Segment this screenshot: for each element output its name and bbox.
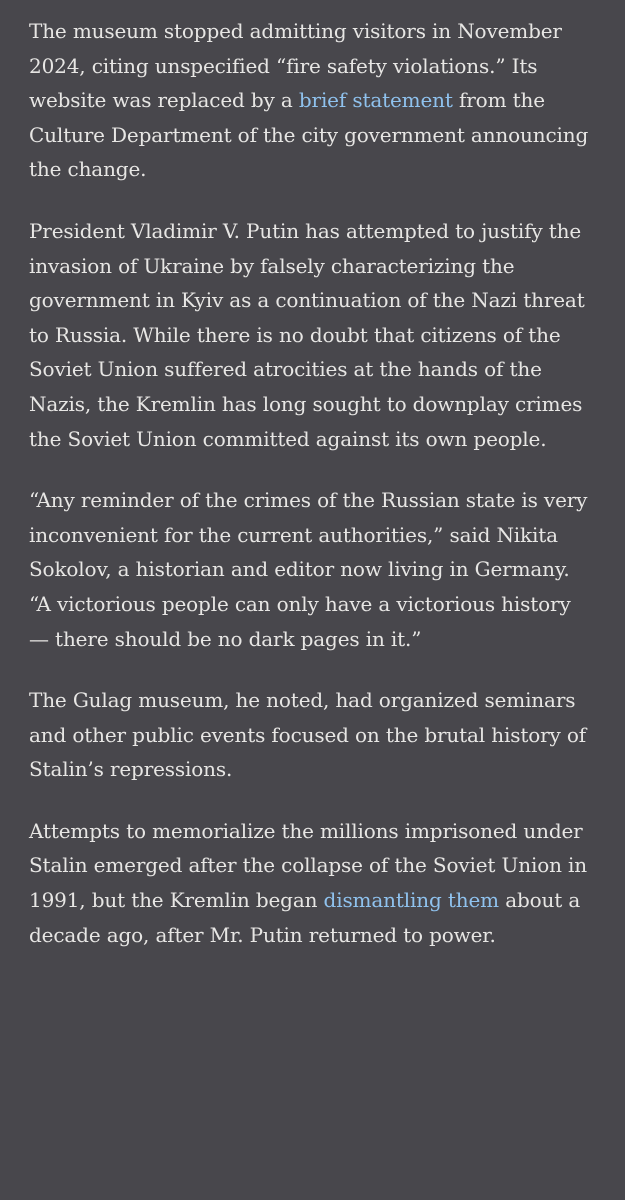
paragraph-text: The museum stopped admitting visitors in November 2024, citing unspecified “fire safety violations.” Its website was replaced by a (29, 19, 562, 113)
brief-statement-link[interactable]: brief statement (298, 88, 453, 113)
paragraph-memorialization (29, 814, 595, 952)
paragraph-text: Attempts to memorialize the millions imprisoned under Stalin emerged after the collapse of the Soviet Union in 1991, but the Kremlin began (29, 818, 588, 913)
paragraph-sokolov-quote (29, 483, 595, 656)
paragraph-text: “Any reminder of the crimes of the Russian state is very inconvenient for the current authorities,” said Nikita Sokolov, a historian and editor now living in Germany. “A victorious people can only have a victorious history — there should be no dark pages in it.” (29, 488, 588, 651)
paragraph-museum-closure (29, 14, 595, 187)
paragraph-text: from the Culture Department of the city government announcing the change. (29, 88, 589, 182)
paragraph-gulag-museum (29, 683, 595, 787)
dismantling-them-link[interactable]: dismantling them (323, 888, 499, 913)
paragraph-text: President Vladimir V. Putin has attempted to justify the invasion of Ukraine by falsely characterizing the government in Kyiv as a continuation of the Nazi threat to Russia. While there is no doubt that citizens of the Soviet Union suffered atrocities at the hands of the Nazis, the Kremlin has long sought to downplay crimes the Soviet Union committed against its own people. (29, 218, 585, 451)
paragraph-text: about a decade ago, after Mr. Putin returned to power. (29, 888, 581, 947)
paragraph-text: The Gulag museum, he noted, had organized seminars and other public events focused on the brutal history of Stalin’s repressions. (29, 688, 587, 782)
paragraph-putin-justification (29, 214, 595, 456)
